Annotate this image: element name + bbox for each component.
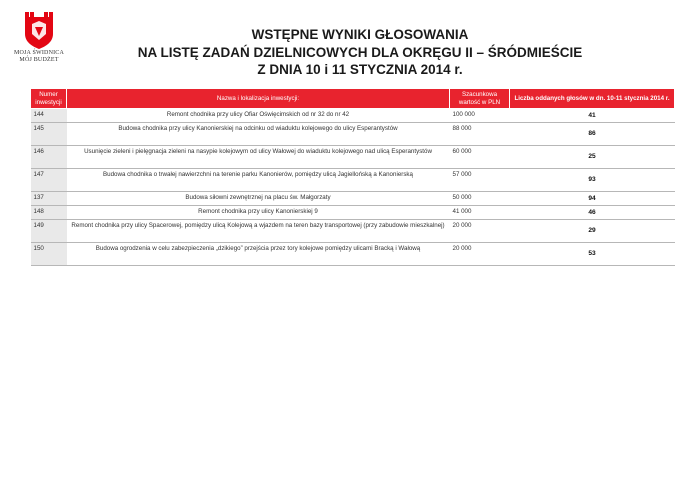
cell-number: 150 — [31, 243, 67, 266]
table-row — [31, 123, 675, 146]
cell-name: Budowa siłowni zewnętrznej na placu św. Małgorzaty — [67, 192, 450, 206]
title-line-3: Z DNIA 10 i 11 STYCZNIA 2014 r. — [257, 62, 463, 77]
header-name: Nazwa i lokalizacja inwestycji: — [67, 89, 450, 109]
cell-votes: 53 — [510, 243, 675, 266]
cell-votes: 29 — [510, 220, 675, 243]
cell-cost: 50 000 — [450, 192, 510, 206]
cell-number: 148 — [31, 206, 67, 220]
cell-cost: 20 000 — [450, 220, 510, 243]
results-table — [30, 88, 675, 266]
cell-name: Budowa chodnika przy ulicy Kanonierskiej na odcinku od wiaduktu kolejowego do ulicy Esperantystów — [67, 123, 450, 146]
cell-name: Remont chodnika przy ulicy Spacerowej, pomiędzy ulicą Kolejową a wjazdem na teren bazy transportowej (przy zabudowie mieszkalnej) — [67, 220, 450, 243]
cell-name: Remont chodnika przy ulicy Ofiar Oświęcimskich od nr 32 do nr 42 — [67, 109, 450, 123]
cell-name: Budowa chodnika o trwałej nawierzchni na terenie parku Kanonierów, pomiędzy ulicą Jagiellońską a Kanonierską — [67, 169, 450, 192]
cell-number: 137 — [31, 192, 67, 206]
table-row — [31, 109, 675, 123]
table-row — [31, 169, 675, 192]
title-line-1: WSTĘPNE WYNIKI GŁOSOWANIA — [251, 27, 469, 42]
table-row — [31, 206, 675, 220]
cell-number: 145 — [31, 123, 67, 146]
table-header-row — [31, 89, 675, 109]
page-title — [80, 26, 640, 79]
header-votes: Liczba oddanych głosów w dn. 10-11 stycznia 2014 r. — [510, 89, 675, 109]
header-number: Numer inwestycji — [31, 89, 67, 109]
city-crest-icon — [22, 12, 56, 50]
table-row — [31, 146, 675, 169]
cell-number: 147 — [31, 169, 67, 192]
cell-cost: 41 000 — [450, 206, 510, 220]
cell-votes: 86 — [510, 123, 675, 146]
cell-cost: 100 000 — [450, 109, 510, 123]
table-row — [31, 220, 675, 243]
cell-votes: 41 — [510, 109, 675, 123]
cell-votes: 93 — [510, 169, 675, 192]
logo-line-2: MÓJ BUDŻET — [19, 57, 59, 63]
cell-name: Budowa ogrodzenia w celu zabezpieczenia „dzikiego” przejścia przez tory kolejowe pomiędzy ulicami Bracką i Wałową — [67, 243, 450, 266]
cell-votes: 46 — [510, 206, 675, 220]
cell-name: Remont chodnika przy ulicy Kanonierskiej 9 — [67, 206, 450, 220]
table-row — [31, 192, 675, 206]
cell-cost: 60 000 — [450, 146, 510, 169]
cell-name: Usunięcie zieleni i pielęgnacja zieleni na nasypie kolejowym od ulicy Wałowej do wiaduktu kolejowego nad ulicą Esperantystów — [67, 146, 450, 169]
table-row — [31, 243, 675, 266]
header-cost: Szacunkowa wartość w PLN — [450, 89, 510, 109]
logo-line-1: MOJA ŚWIDNICA — [13, 50, 65, 56]
cell-votes: 25 — [510, 146, 675, 169]
cell-cost: 57 000 — [450, 169, 510, 192]
cell-cost: 88 000 — [450, 123, 510, 146]
cell-number: 144 — [31, 109, 67, 123]
cell-votes: 94 — [510, 192, 675, 206]
cell-number: 149 — [31, 220, 67, 243]
title-line-2: NA LISTĘ ZADAŃ DZIELNICOWYCH DLA OKRĘGU II – ŚRÓDMIEŚCIE — [137, 44, 583, 60]
logo — [6, 12, 72, 64]
cell-number: 146 — [31, 146, 67, 169]
cell-cost: 20 000 — [450, 243, 510, 266]
